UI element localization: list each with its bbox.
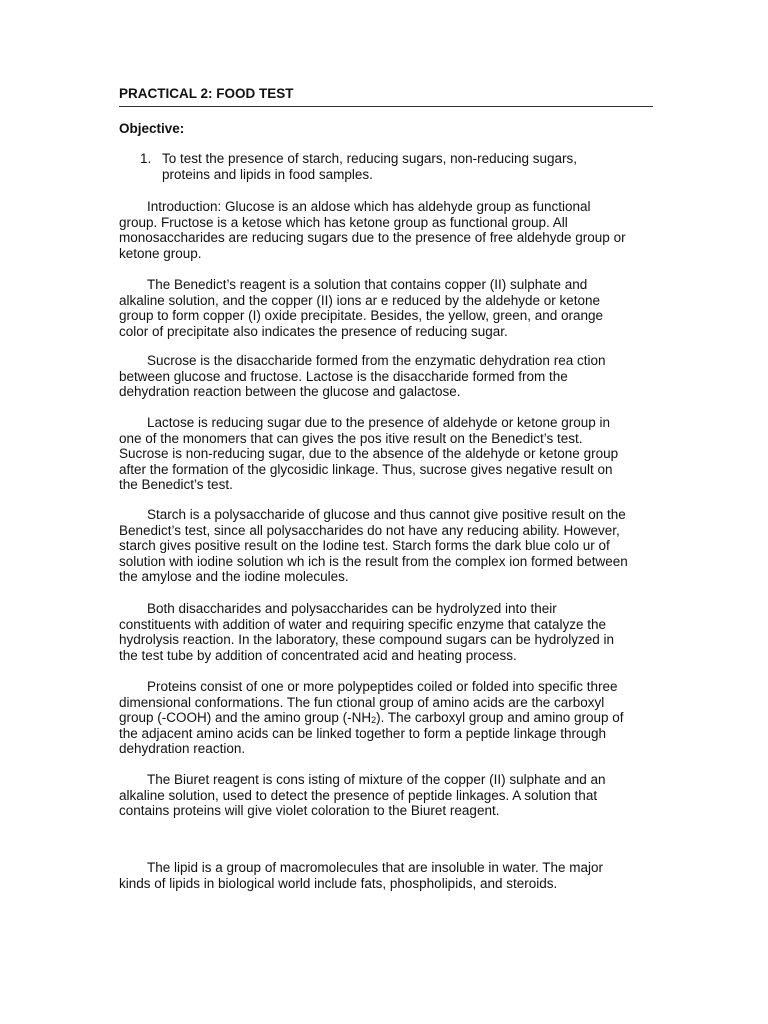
paragraph-line: color of precipitate also indicates the presence of reducing sugar.	[119, 323, 508, 339]
paragraph-line: solution with iodine solution wh ich is the result from the complex ion formed between	[119, 553, 628, 569]
paragraph-line: dimensional conformations. The fun ctional group of amino acids are the carboxyl	[119, 694, 605, 710]
paragraph-line: Both disaccharides and polysaccharides can be hydrolyzed into their	[147, 601, 557, 616]
paragraph-line: hydrolysis reaction. In the laboratory, these compound sugars can be hydrolyzed in	[119, 632, 615, 647]
title-divider	[119, 106, 653, 107]
paragraph-sucrose	[119, 353, 659, 400]
line-text: ). The carboxyl group and amino group of	[376, 710, 624, 725]
paragraph-line: Sucrose is the disaccharide formed from the enzymatic dehydration rea ction	[147, 353, 606, 368]
paragraph-line: the Benedict’s test.	[119, 477, 233, 492]
page-title: PRACTICAL 2: FOOD TEST	[119, 86, 294, 101]
paragraph-line: starch gives positive result on the Iodine test. Starch forms the dark blue colo ur of	[119, 538, 610, 553]
paragraph-line: contains proteins will give violet coloration to the Biuret reagent.	[119, 803, 500, 818]
paragraph-line: Starch is a polysaccharide of glucose and thus cannot give positive result on the	[147, 507, 626, 522]
paragraph-hydrolysis	[119, 601, 659, 663]
paragraph-biuret	[119, 772, 659, 819]
objective-heading: Objective:	[119, 121, 185, 136]
paragraph-line-with-subscript	[119, 710, 659, 726]
paragraph-line: the test tube by addition of concentrated acid and heating process.	[119, 647, 517, 663]
objective-list-item	[162, 151, 632, 183]
paragraph-line: dehydration reaction between the glucose and galactose.	[119, 384, 461, 399]
paragraph-starch	[119, 507, 659, 585]
paragraph-line: The Biuret reagent is cons isting of mixture of the copper (II) sulphate and an	[147, 772, 606, 787]
paragraph-line: monosaccharides are reducing sugars due to the presence of free aldehyde group or	[119, 230, 626, 245]
subscript: 2	[371, 715, 377, 725]
paragraph-line: alkaline solution, used to detect the presence of peptide linkages. A solution that	[119, 787, 598, 803]
objective-line: proteins and lipids in food samples.	[162, 167, 373, 182]
objective-list-number: 1.	[140, 151, 152, 166]
paragraph-line: kinds of lipids in biological world include fats, phospholipids, and steroids.	[119, 875, 558, 891]
paragraph-line: dehydration reaction.	[119, 741, 246, 756]
paragraph-introduction	[119, 199, 659, 261]
paragraph-line: Benedict’s test, since all polysaccharides do not have any reducing ability. However,	[119, 522, 620, 538]
paragraph-line: the adjacent amino acids can be linked together to form a peptide linkage through	[119, 725, 607, 741]
line-text: group (-COOH) and the amino group (‑NH	[119, 710, 372, 725]
paragraph-line: group. Fructose is a ketose which has ketone group as functional group. All	[119, 214, 568, 230]
paragraph-line: constituents with addition of water and requiring specific enzyme that catalyze the	[119, 616, 607, 632]
paragraph-proteins	[119, 679, 659, 757]
paragraph-line: The lipid is a group of macromolecules that are insoluble in water. The major	[147, 860, 603, 875]
paragraph-line: Introduction: Glucose is an aldose which has aldehyde group as functional	[147, 199, 591, 214]
paragraph-lactose	[119, 415, 659, 493]
paragraph-line: one of the monomers that can gives the pos itive result on the Benedict’s test.	[119, 430, 583, 446]
paragraph-line: alkaline solution, and the copper (II) ions ar e reduced by the aldehyde or ketone	[119, 292, 601, 308]
paragraph-line: Proteins consist of one or more polypeptides coiled or folded into specific three	[147, 679, 618, 694]
paragraph-line: Sucrose is non‑reducing sugar, due to the absence of the aldehyde or ketone group	[119, 446, 619, 461]
paragraph-line: group to form copper (I) oxide precipitate. Besides, the yellow, green, and orange	[119, 308, 604, 323]
paragraph-line: The Benedict’s reagent is a solution that contains copper (II) sulphate and	[147, 277, 588, 292]
paragraph-line: ketone group.	[119, 245, 202, 261]
paragraph-line: Lactose is reducing sugar due to the presence of aldehyde or ketone group in	[147, 415, 611, 430]
paragraph-line: after the formation of the glycosidic linkage. Thus, sucrose gives negative result on	[119, 461, 613, 477]
paragraph-line: between glucose and fructose. Lactose is the disaccharide formed from the	[119, 368, 568, 384]
objective-line: To test the presence of starch, reducing sugars, non‑reducing sugars,	[162, 151, 577, 166]
paragraph-lipids	[119, 860, 659, 891]
paragraph-line: the amylose and the iodine molecules.	[119, 569, 349, 584]
paragraph-benedict	[119, 277, 659, 339]
